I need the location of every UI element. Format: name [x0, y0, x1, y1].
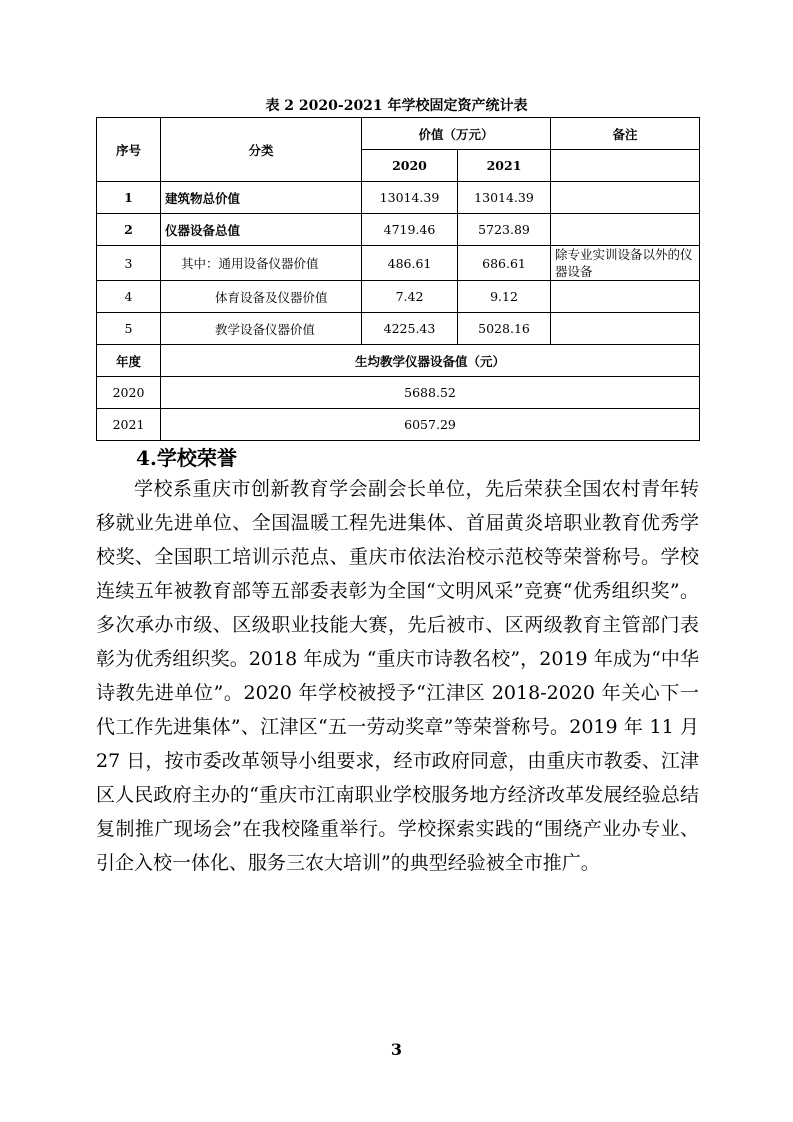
- cell-value-2020: 486.61: [362, 246, 458, 281]
- cell-value-2020: 4225.43: [362, 313, 458, 345]
- table-row: [97, 182, 700, 214]
- table-row: [97, 214, 700, 246]
- cell-category: 仪器设备总值: [161, 214, 362, 246]
- body-paragraph: 学校系重庆市创新教育学会副会长单位，先后荣获全国农村青年转移就业先进单位、全国温暖工程先进集体、首届黄炎培职业教育优秀学校奖、全国职工培训示范点、重庆市依法治校示范校等荣誉称号。学校连续五年被教育部等五部委表彰为全国“文明风采”竞赛“优秀组织奖”。多次承办市级、区级职业技能大赛，先后被市、区两级教育主管部门表彰为优秀组织奖。2018 年成为 “重庆市诗教名校”，2019 年成为“中华诗教先进单位”。2020 年学校被授予“江津区 2018-2020 年关心下一代工作先进集体”、江津区“五一劳动奖章”等荣誉称号。2019 年 11 月 27 日，按市委改革领导小组要求，经市政府同意，由重庆市教委、江津区人民政府主办的“重庆市江南职业学校服务地方经济改革发展经验总结复制推广现场会”在我校隆重举行。学校探索实践的“围绕产业办专业、引企入校一体化、服务三农大培训”的典型经验被全市推广。: [96, 478, 699, 874]
- table-header-row: [97, 118, 700, 150]
- header-seq: 序号: [97, 118, 161, 182]
- cell-category: 体育设备及仪器价值: [161, 281, 362, 313]
- cell-value-2021: 5028.16: [458, 313, 551, 345]
- cell-value-2021: 686.61: [458, 246, 551, 281]
- cell-note: [551, 313, 700, 345]
- header-year: 年度: [97, 345, 161, 377]
- cell-value-2021: 13014.39: [458, 182, 551, 214]
- cell-seq: 3: [97, 246, 161, 281]
- cell-value-2021: 9.12: [458, 281, 551, 313]
- cell-value-2021: 5723.89: [458, 214, 551, 246]
- fixed-assets-table: [96, 117, 700, 441]
- cell-value-2020: 13014.39: [362, 182, 458, 214]
- cell-category: 其中：通用设备仪器价值: [161, 246, 362, 281]
- per-student-header-row: [97, 345, 700, 377]
- cell-per-student-value: 5688.52: [161, 377, 700, 409]
- header-note: 备注: [551, 118, 700, 150]
- cell-seq: 4: [97, 281, 161, 313]
- cell-note: [551, 182, 700, 214]
- cell-note: [551, 214, 700, 246]
- cell-seq: 5: [97, 313, 161, 345]
- cell-note: 除专业实训设备以外的仪器设备: [551, 246, 700, 281]
- cell-category: 建筑物总价值: [161, 182, 362, 214]
- cell-per-student-value: 6057.29: [161, 409, 700, 441]
- cell-category: 教学设备仪器价值: [161, 313, 362, 345]
- table-row: [97, 377, 700, 409]
- cell-seq: 1: [97, 182, 161, 214]
- table-row: [97, 313, 700, 345]
- header-note-empty: [551, 150, 700, 182]
- cell-note: [551, 281, 700, 313]
- cell-value-2020: 4719.46: [362, 214, 458, 246]
- header-year-2020: 2020: [362, 150, 458, 182]
- cell-value-2020: 7.42: [362, 281, 458, 313]
- header-value: 价值（万元）: [362, 118, 551, 150]
- table-row: [97, 246, 700, 281]
- page-number: 3: [390, 1040, 403, 1059]
- cell-year: 2020: [97, 377, 161, 409]
- header-per-student-value: 生均教学仪器设备值（元）: [161, 345, 700, 377]
- table-row: [97, 409, 700, 441]
- table-row: [97, 281, 700, 313]
- section-heading: 4.学校荣誉: [136, 446, 237, 470]
- table-caption: 表 2 2020-2021 年学校固定资产统计表: [265, 98, 528, 114]
- cell-year: 2021: [97, 409, 161, 441]
- cell-seq: 2: [97, 214, 161, 246]
- header-category: 分类: [161, 118, 362, 182]
- header-year-2021: 2021: [458, 150, 551, 182]
